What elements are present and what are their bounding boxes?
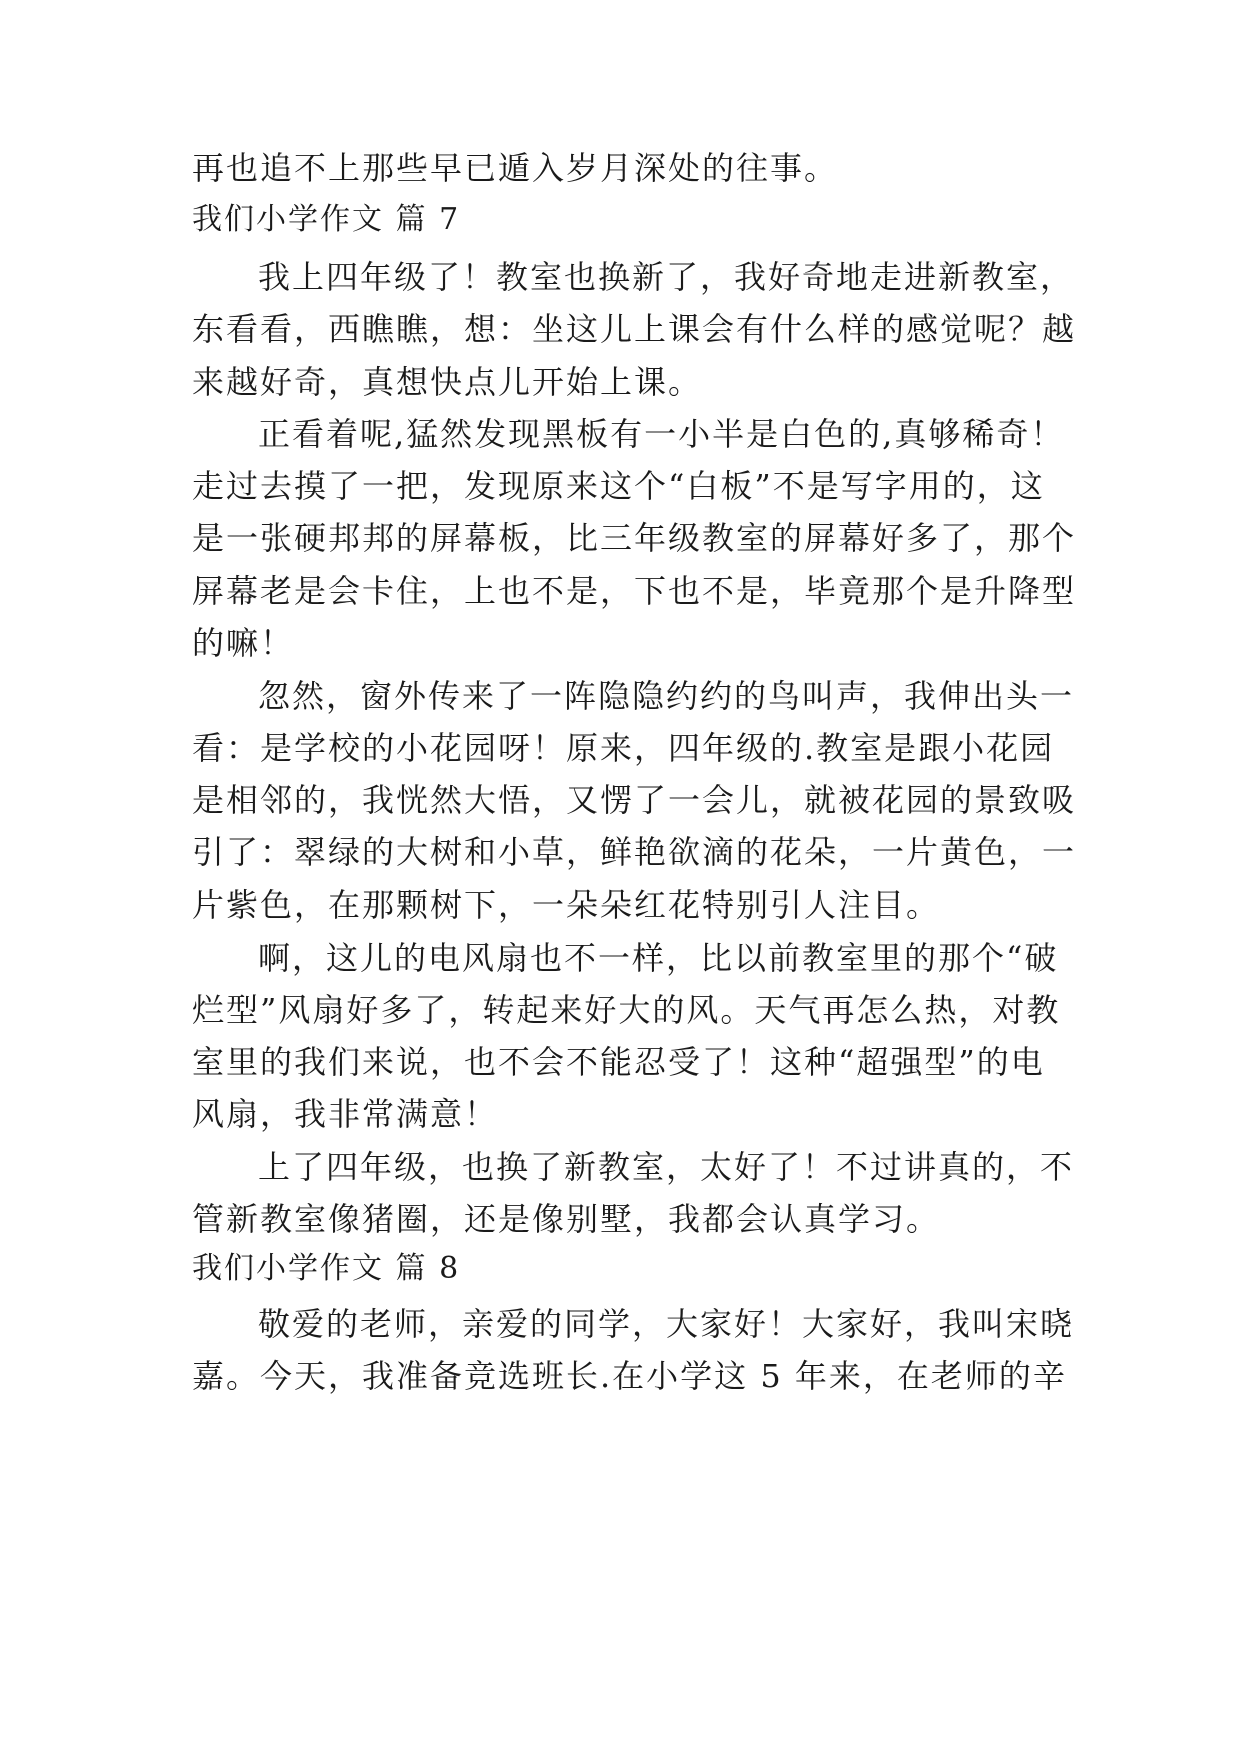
text-line: 管新教室像猪圈，还是像别墅，我都会认真学习。 — [192, 1200, 941, 1238]
text-line: 啊，这儿的电风扇也不一样，比以前教室里的那个“破 — [258, 939, 1059, 977]
text-line: 敬爱的老师，亲爱的同学，大家好！大家好，我叫宋晓 — [258, 1305, 1075, 1343]
text-line: 是一张硬邦邦的屏幕板，比三年级教室的屏幕好多了，那个 — [192, 519, 1077, 557]
text-line: 片紫色，在那颗树下，一朵朵红花特别引人注目。 — [192, 886, 941, 924]
text-line: 嘉。今天，我准备竞选班长.在小学这 5 年来，在老师的辛 — [192, 1357, 1067, 1395]
text-line: 我上四年级了！教室也换新了，我好奇地走进新教室， — [258, 258, 1075, 296]
section-heading: 我们小学作文 篇 8 — [192, 1251, 461, 1286]
text-line: 室里的我们来说，也不会不能忍受了！这种“超强型”的电 — [192, 1043, 1045, 1081]
text-line: 东看看，西瞧瞧，想：坐这儿上课会有什么样的感觉呢？越 — [192, 310, 1077, 348]
text-line: 是相邻的，我恍然大悟，又愣了一会儿，就被花园的景致吸 — [192, 781, 1077, 819]
text-line: 走过去摸了一把，发现原来这个“白板”不是写字用的，这 — [192, 467, 1045, 505]
text-line: 忽然，窗外传来了一阵隐隐约约的鸟叫声，我伸出头一 — [258, 677, 1075, 715]
text-line: 引了：翠绿的大树和小草，鲜艳欲滴的花朵，一片黄色，一 — [192, 833, 1077, 871]
section-heading: 我们小学作文 篇 7 — [192, 202, 461, 237]
text-line: 上了四年级，也换了新教室，太好了！不过讲真的，不 — [258, 1148, 1075, 1186]
text-line: 再也追不上那些早已遁入岁月深处的往事。 — [192, 149, 839, 187]
text-line: 正看着呢,猛然发现黑板有一小半是白色的,真够稀奇！ — [258, 415, 1065, 453]
text-line: 屏幕老是会卡住，上也不是，下也不是，毕竟那个是升降型 — [192, 572, 1077, 610]
text-line: 风扇，我非常满意！ — [192, 1095, 499, 1133]
text-line: 的嘛！ — [192, 624, 295, 662]
text-line: 烂型”风扇好多了，转起来好大的风。天气再怎么热，对教 — [192, 991, 1061, 1029]
text-line: 来越好奇，真想快点儿开始上课。 — [192, 363, 703, 401]
text-line: 看：是学校的小花园呀！原来，四年级的.教室是跟小花园 — [192, 729, 1055, 767]
